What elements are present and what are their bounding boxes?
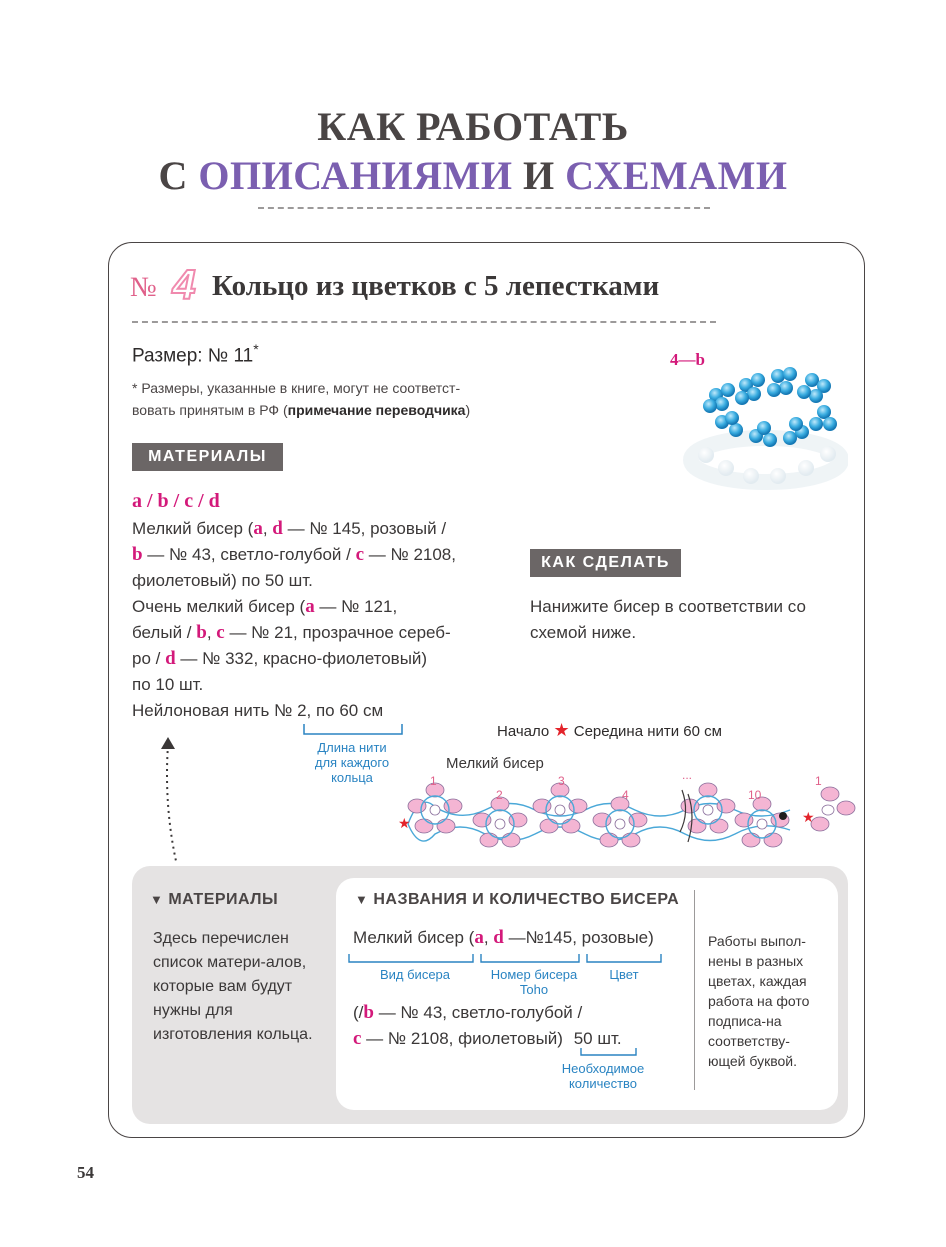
variant-d: d [165, 648, 176, 669]
mat-text: — № 332, красно-фиолетовый) [175, 649, 428, 668]
size-text: Размер: № 11 [132, 345, 254, 367]
label-quantity: Необходимое количество [561, 1061, 645, 1091]
example-line-2 [353, 1002, 582, 1024]
materials-line: фиолетовый) по 50 шт. [132, 571, 313, 590]
explain-materials-header [150, 891, 278, 909]
materials-line [132, 542, 512, 568]
mat-text: белый / [132, 623, 197, 642]
middle-label: Середина нити 60 см [573, 723, 722, 740]
mat-text: Очень мелкий бисер ( [132, 597, 306, 616]
materials-list [132, 488, 512, 724]
title-divider [258, 207, 710, 209]
page-title-line1: КАК РАБОТАТЬ [317, 104, 629, 149]
project-number: 4 [172, 261, 196, 308]
page-title-line2 [0, 152, 946, 199]
mat-text: — № 21, прозрачное сереб- [224, 623, 451, 642]
triangle-down-icon: ▼ [355, 892, 369, 907]
small-bead-label: Мелкий бисер [446, 755, 544, 772]
how-to-text: Нанижите бисер в соответствии со схемой ниже. [530, 597, 806, 642]
variant-b: b [132, 544, 143, 565]
mat-text: ро / [132, 649, 166, 668]
example-text: (/ [353, 1003, 364, 1022]
example-text: Мелкий бисер ( [353, 928, 475, 947]
variant-b: b [363, 1002, 374, 1023]
svg-text:★: ★ [398, 815, 411, 831]
diagram-caption [497, 720, 722, 741]
triangle-down-icon: ▼ [150, 892, 164, 907]
flower-number: 2 [496, 788, 503, 802]
translator-note: примечание переводчика [287, 402, 466, 418]
variant-a: a [474, 927, 484, 948]
project-number-prefix: № [130, 272, 157, 303]
title-highlight: ОПИСАНИЯМИ [198, 153, 513, 198]
flower-number: 4 [622, 788, 629, 802]
example-line-1 [353, 927, 654, 949]
svg-text:★: ★ [802, 809, 815, 825]
start-label: Начало [497, 723, 550, 740]
size-label [132, 341, 259, 367]
note-text: ) [465, 402, 471, 418]
how-to-header: КАК СДЕЛАТЬ [530, 549, 681, 577]
mat-text: Мелкий бисер ( [132, 519, 254, 538]
mat-text: — № 43, светло-голубой / [142, 545, 356, 564]
label-bead-number: Номер бисера Toho [490, 967, 578, 997]
title-highlight: СХЕМАМИ [565, 153, 788, 198]
mat-text: , [206, 623, 217, 642]
variant-d: d [272, 518, 283, 539]
variant-c: c [355, 544, 365, 565]
flower-number: 1 [430, 774, 437, 788]
mat-text: — № 121, [314, 597, 398, 616]
materials-line [132, 594, 512, 620]
materials-header: МАТЕРИАЛЫ [132, 443, 283, 471]
page-number: 54 [77, 1163, 94, 1182]
variant-letters: a / b / c / d [132, 490, 220, 512]
size-note-line: * Размеры, указанные в книге, могут не соответст- [132, 380, 461, 396]
explain-names-title: НАЗВАНИЯ И КОЛИЧЕСТВО БИСЕРА [373, 891, 680, 908]
variant-c: c [216, 622, 225, 643]
explain-materials-title: МАТЕРИАЛЫ [168, 891, 279, 908]
flower-number: ... [682, 768, 693, 782]
mat-text: — № 145, розовый / [282, 519, 447, 538]
example-text: , [483, 928, 494, 947]
variant-a: a [253, 518, 263, 539]
size-note-line [132, 399, 532, 421]
title-text: И [512, 153, 566, 198]
variant-b: b [196, 622, 207, 643]
bead-diagram [390, 772, 860, 864]
example-text: —№145, розовые) [503, 928, 654, 947]
star-icon: ★ [553, 720, 570, 740]
photo-label: 4—b [670, 350, 705, 369]
example-text: — № 2108, фиолетовый) [361, 1029, 563, 1048]
materials-line [132, 646, 512, 672]
thread-bracket [300, 720, 410, 740]
qty-bracket [578, 1046, 640, 1058]
project-title: Кольцо из цветков с 5 лепестками [212, 270, 660, 302]
mat-text: , [262, 519, 273, 538]
note-text: вовать принятым в РФ ( [132, 402, 288, 418]
example-quantity: 50 шт. [573, 1029, 622, 1048]
panel-divider [694, 890, 695, 1090]
colors-note: Работы выпол-нены в разных цветах, каждая работа на фото подписа-на соответству-ющей буквой. [708, 933, 810, 1069]
materials-line: Нейлоновая нить № 2, по 60 см [132, 701, 384, 720]
materials-line: по 10 шт. [132, 675, 204, 694]
title-text: С [158, 153, 199, 198]
flower-number: 10 [748, 788, 762, 802]
ring-photo [666, 340, 848, 500]
pointer-arrow [150, 735, 190, 865]
variant-a: a [305, 596, 315, 617]
label-bead-type: Вид бисера [379, 967, 451, 982]
materials-line [132, 620, 512, 646]
mat-text: — № 2108, [364, 545, 456, 564]
size-asterisk: * [253, 341, 259, 357]
flower-number: 1 [815, 774, 822, 788]
materials-line [132, 516, 512, 542]
example-text: — № 43, светло-голубой / [373, 1003, 583, 1022]
flower-number: 3 [558, 774, 565, 788]
explain-names-header [355, 891, 679, 909]
variant-d: d [493, 927, 504, 948]
explain-materials-text: Здесь перечислен список матери-алов, которые вам будут нужны для изготовления кольца. [153, 930, 313, 1043]
size-note [132, 377, 532, 421]
variant-c: c [353, 1028, 362, 1049]
thread-note: Длина нити для каждого кольца [314, 740, 390, 785]
project-title-divider [132, 321, 716, 323]
label-color: Цвет [609, 967, 639, 982]
label-brackets [345, 952, 675, 966]
